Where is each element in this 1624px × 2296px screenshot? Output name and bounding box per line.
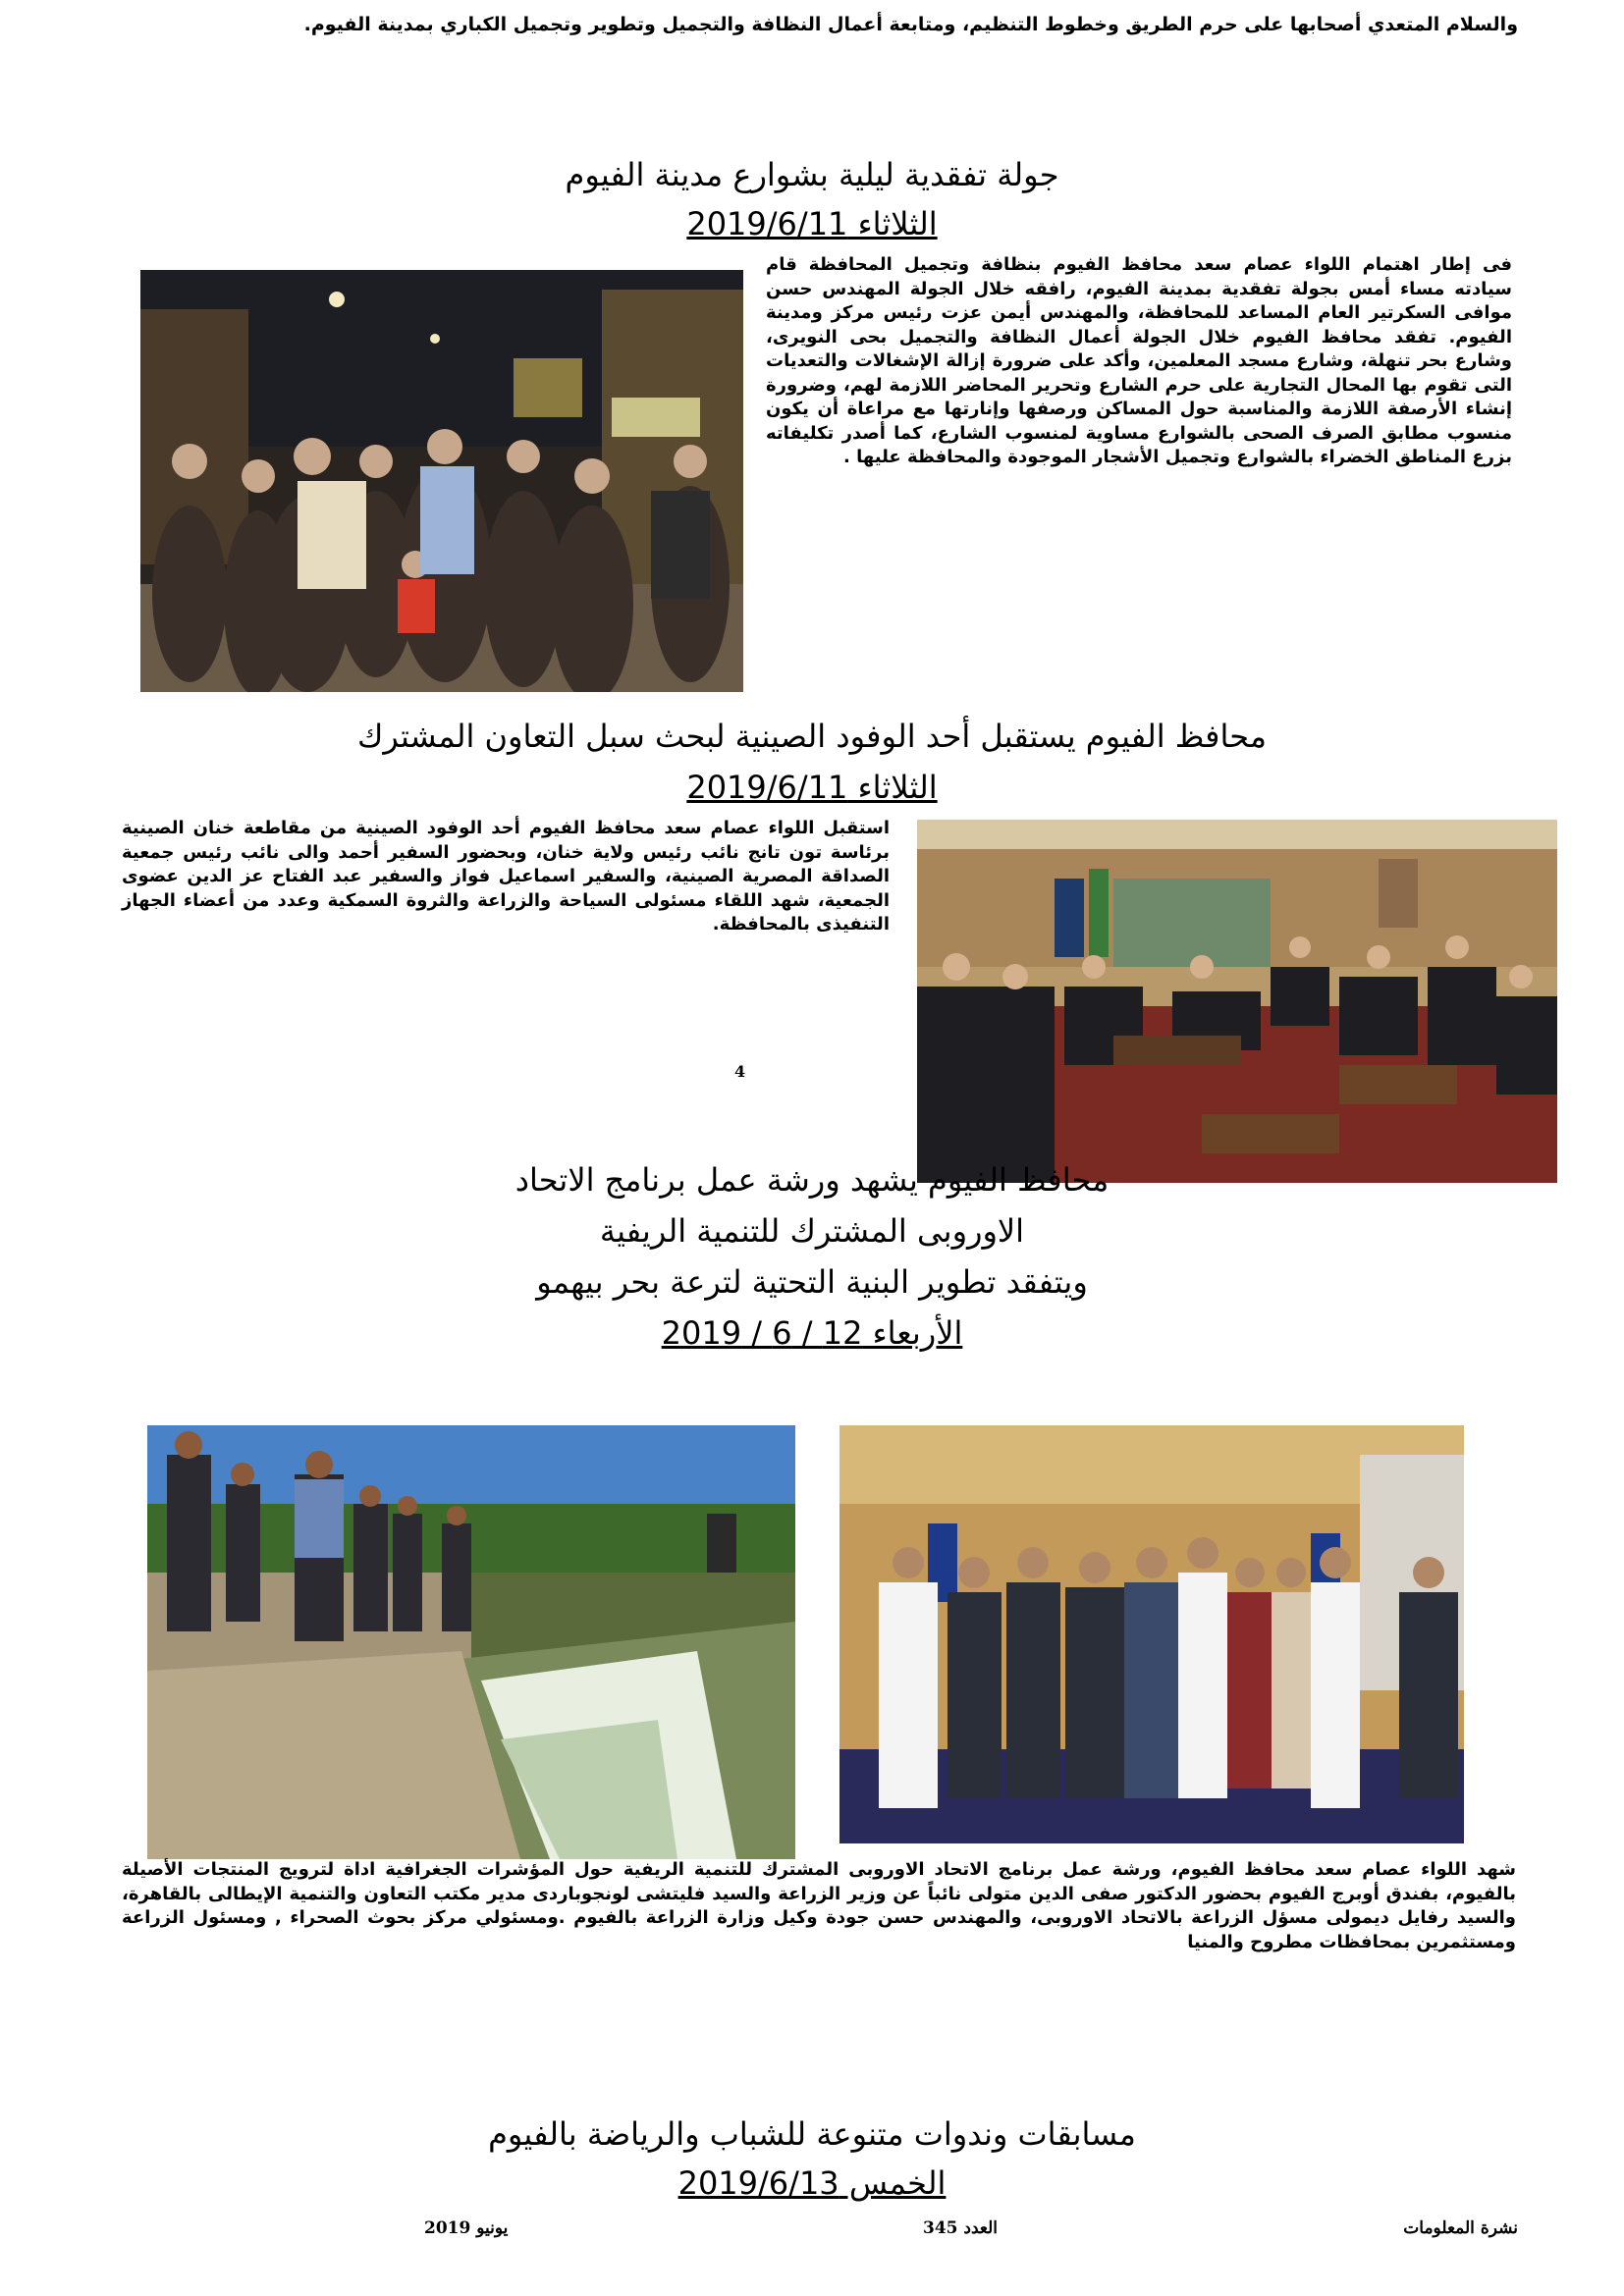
article-4-title: مسابقات وندوات متنوعة للشباب والرياضة بالفيوم [488,2115,1136,2153]
article-3-title-line-2: الاوروبى المشترك للتنمية الريفية [599,1212,1025,1250]
article-3-title-line-3: ويتفقد تطوير البنية التحتية لترعة بحر بيهمو [536,1263,1088,1301]
article-2-photo-chinese-delegation [917,820,1557,1183]
article-1-body: فى إطار اهتمام اللواء عصام سعد محافظ الفيوم بنظافة وتجميل المحافظة قام سيادته مساء أمس بجولة تفقدية بمدينة الفيوم، رافقه خلال الجولة المهندس حسن موافى السكرتير العام المساعد للمحافظة، والمهندس أيمن عزت رئيس مركز ومدينة الفيوم. تفقد محافظ الفيوم خلال الجولة أعمال النظافة والتجميل بحى النويرى، وشارع بحر تنهلة، وشارع مسجد المعلمين، وأكد على ضرورة إزالة الإشغالات والتعديات التى تقوم بها المحال التجارية على حرم الشارع وتحرير المحاضر اللازمة لهم، وضرورة إنشاء الأرصفة اللازمة والمناسبة حول المساكن ورصفها وإنارتها مع مراعاة أن يكون منسوب مطابق الصرف الصحى بالشوارع مساوية لمنسوب الشارع، كما أصدر تكليفاته بزرع المناطق الخضراء بالشوارع وتجميل الأشجار الموجودة والمحافظة عليها . [766,254,1512,467]
top-continuation-text: والسلام المتعدي أصحابها على حرم الطريق وخطوط التنظيم، ومتابعة أعمال النظافة والتجميل وتطوير وتجميل الكباري بمدينة الفيوم. [303,14,1518,35]
article-3-body: شهد اللواء عصام سعد محافظ الفيوم، ورشة عمل برنامج الاتحاد الاوروبى المشترك للتنمية الريفية حول المؤشرات الجغرافية اداة لترويج المنتجات الأصيلة بالفيوم، بفندق أوبرج الفيوم بحضور الدكتور صفى الدين متولى نائباً عن وزير الزراعة والسيد فليتشى لونجوباردى مدير مكتب التعاون والتنمية الإيطالى بالقاهرة، والسيد رفايل ديمولى مسؤل الزراعة بالاتحاد الاوروبى، والمهندس حسن جودة وكيل وزارة الزراعة بالفيوم .ومسئولي مركز بحوث الصحراء , ومسئول الزراعة ومستثمرين بمحافظات مطروح والمنيا [122,1859,1516,1952]
footer-publication-name: نشرة المعلومات [1403,2218,1518,2238]
footer-issue-month: يونيو 2019 [424,2218,509,2238]
article-1-photo-night-tour [140,270,743,692]
article-2-body: استقبل اللواء عصام سعد محافظ الفيوم أحد الوفود الصينية من مقاطعة خنان الصينية برئاسة تون تانج نائب رئيس ولاية خنان، وبحضور السفير أحمد والى نائب رئيس جمعية الصداقة المصرية الصينية، والسفير اسماعيل فواز والسفير عبد الفتاح عز الدين عضوى الجمعية، شهد اللقاء مسئولى السياحة والزراعة والثروة السمكية وعدد من أعضاء الجهاز التنفيذى بالمحافظة. [122,818,890,934]
article-3-title-line-1: محافظ الفيوم يشهد ورشة عمل برنامج الاتحاد [514,1161,1110,1199]
article-3-date: الأربعاء 12 / 6 / 2019 [661,1314,963,1352]
article-3-photo-canal-inspection [147,1425,795,1859]
article-2-title: محافظ الفيوم يستقبل أحد الوفود الصينية لبحث سبل التعاون المشترك [356,718,1267,755]
article-2-date: الثلاثاء 2019/6/11 [686,769,938,806]
footer-issue-number: العدد 345 [923,2218,999,2238]
page-number: 4 [734,1062,746,1081]
article-4-date: الخمس 2019/6/13 [677,2164,947,2202]
article-1-title: جولة تفقدية ليلية بشوارع مدينة الفيوم [565,156,1059,193]
article-3-photo-workshop-group [839,1425,1464,1843]
article-1-date: الثلاثاء 2019/6/11 [686,205,938,242]
